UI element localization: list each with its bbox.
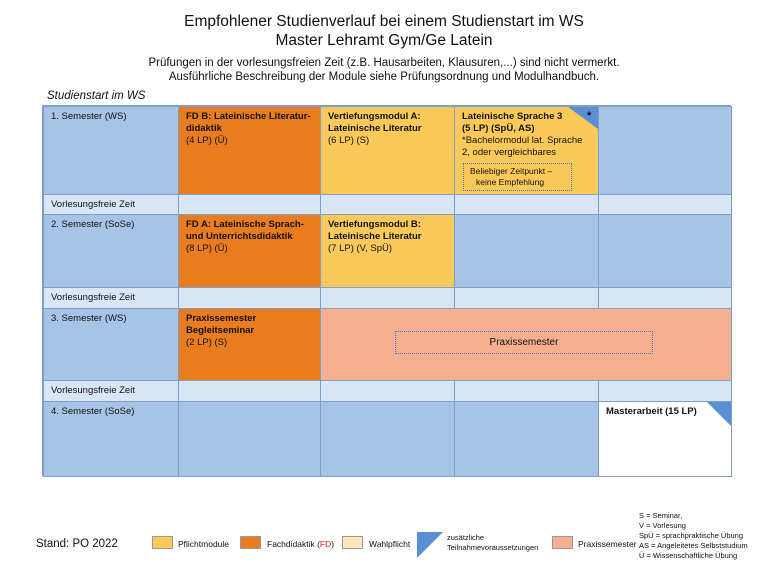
row-sem2-label: 2. Semester (SoSe) — [43, 214, 179, 288]
note-description: Ausführliche Beschreibung der Module siehe Prüfungsordnung und Modulhandbuch. — [168, 71, 600, 83]
empty-cell-r7c4 — [454, 401, 599, 477]
module-vertiefung-b — [320, 214, 455, 288]
module-vb-lp: (7 LP) (V, SpÜ) — [328, 243, 393, 254]
abbr-spue: SpÜ = sprachpraktische Übung — [639, 531, 744, 540]
prerequisite-triangle — [568, 107, 598, 129]
module-ls3-note1: *Bachelormodul lat. Sprache — [462, 135, 583, 146]
row-sem3-label: 3. Semester (WS) — [43, 308, 179, 381]
row-frei3-label: Vorlesungsfreie Zeit — [43, 380, 179, 402]
module-fd-a-lp: (8 LP) (Ü) — [186, 243, 228, 254]
module-fd-b-title1: FD B: Lateinische Literatur- — [186, 111, 311, 122]
module-ma-title: Masterarbeit (15 LP) — [606, 406, 697, 417]
frei1-c3 — [320, 194, 455, 215]
prerequisite-star: * — [587, 110, 592, 122]
stand-label: Stand: PO 2022 — [36, 538, 118, 550]
module-fd-b — [178, 106, 321, 195]
module-ls3-lp: (5 LP) (SpÜ, AS) — [462, 123, 535, 134]
module-fd-a — [178, 214, 321, 288]
row-frei1-label: Vorlesungsfreie Zeit — [43, 194, 179, 215]
frei1-c5 — [598, 194, 732, 215]
empty-cell-r7c2 — [178, 401, 321, 477]
legend-swatch-fachdidaktik — [240, 536, 261, 549]
module-vb-title2: Lateinische Literatur — [328, 231, 422, 242]
module-va-lp: (6 LP) (S) — [328, 135, 370, 146]
note-exams: Prüfungen in der vorlesungsfreien Zeit (z.B. Hausarbeiten, Klausuren,...) sind nicht vermerkt. — [148, 57, 620, 69]
module-pbs-lp: (2 LP) (S) — [186, 337, 228, 348]
module-fd-a-title1: FD A: Lateinische Sprach- — [186, 219, 304, 230]
abbr-as: AS = Angeleitetes Selbststudium — [639, 541, 748, 550]
any-time-line1: Beliebiger Zeitpunkt – — [470, 166, 553, 176]
praxissemester-label: Praxissemester — [395, 331, 653, 354]
abbr-ue: Ü = Wissenschaftliche Übung — [639, 551, 738, 560]
page-subtitle: Master Lehramt Gym/Ge Latein — [275, 32, 493, 49]
module-praxis-begleitseminar — [178, 308, 321, 381]
frei3-c4 — [454, 380, 599, 402]
frei2-c2 — [178, 287, 321, 309]
empty-cell-r7c3 — [320, 401, 455, 477]
legend-swatch-praxis — [552, 536, 573, 549]
study-plan-grid — [42, 105, 731, 476]
frei1-c2 — [178, 194, 321, 215]
any-time-box — [463, 163, 572, 191]
row-sem1-label: 1. Semester (WS) — [43, 106, 179, 195]
legend-swatch-pflicht — [152, 536, 173, 549]
abbr-v: V = Vorlesung — [639, 521, 686, 530]
legend-praxis: Praxissemester — [578, 539, 637, 549]
module-vertiefung-a — [320, 106, 455, 195]
module-ls3-title: Lateinische Sprache 3 — [462, 111, 563, 122]
start-label: Studienstart im WS — [47, 90, 146, 102]
masterarbeit-prerequisite-triangle — [707, 402, 731, 426]
row-frei2-label: Vorlesungsfreie Zeit — [43, 287, 179, 309]
frei3-c3 — [320, 380, 455, 402]
abbreviations — [639, 511, 748, 561]
module-va-title1: Vertiefungsmodul A: — [328, 111, 421, 122]
frei3-c5 — [598, 380, 732, 402]
module-fd-b-lp: (4 LP) (Ü) — [186, 135, 228, 146]
module-ls3-note2: 2, oder vergleichbares — [462, 147, 556, 158]
legend-zusatz-line2: Teilnahmevoraussetzungen — [447, 543, 539, 552]
module-vb-title1: Vertiefungsmodul B: — [328, 219, 421, 230]
frei2-c5 — [598, 287, 732, 309]
module-pbs-title2: Begleitseminar — [186, 325, 255, 336]
row-sem4-label: 4. Semester (SoSe) — [43, 401, 179, 477]
legend-prerequisite-triangle — [417, 532, 443, 558]
legend-swatch-wahlpflicht — [342, 536, 363, 549]
empty-cell-r3c4 — [454, 214, 599, 288]
module-pbs-title1: Praxissemester — [186, 313, 257, 324]
legend-zusatz — [447, 533, 538, 553]
empty-cell-r3c5 — [598, 214, 732, 288]
page-title: Empfohlener Studienverlauf bei einem Studienstart im WS — [184, 13, 584, 30]
frei3-c2 — [178, 380, 321, 402]
module-fd-b-title2: didaktik — [186, 123, 222, 134]
legend-fachdidaktik: Fachdidaktik (FD) — [267, 539, 335, 549]
empty-cell-r1c5 — [598, 106, 732, 195]
frei2-c3 — [320, 287, 455, 309]
frei1-c4 — [454, 194, 599, 215]
legend-pflicht: Pflichtmodule — [178, 539, 230, 549]
module-fd-a-title2: und Unterrichtsdidaktik — [186, 231, 293, 242]
frei2-c4 — [454, 287, 599, 309]
legend-zusatz-line1: zusätzliche — [447, 533, 485, 542]
any-time-line2: keine Empfehlung — [476, 177, 545, 187]
abbr-s: S = Seminar, — [639, 511, 683, 520]
module-va-title2: Lateinische Literatur — [328, 123, 422, 134]
legend-wahlpflicht: Wahlpflicht — [369, 539, 411, 549]
